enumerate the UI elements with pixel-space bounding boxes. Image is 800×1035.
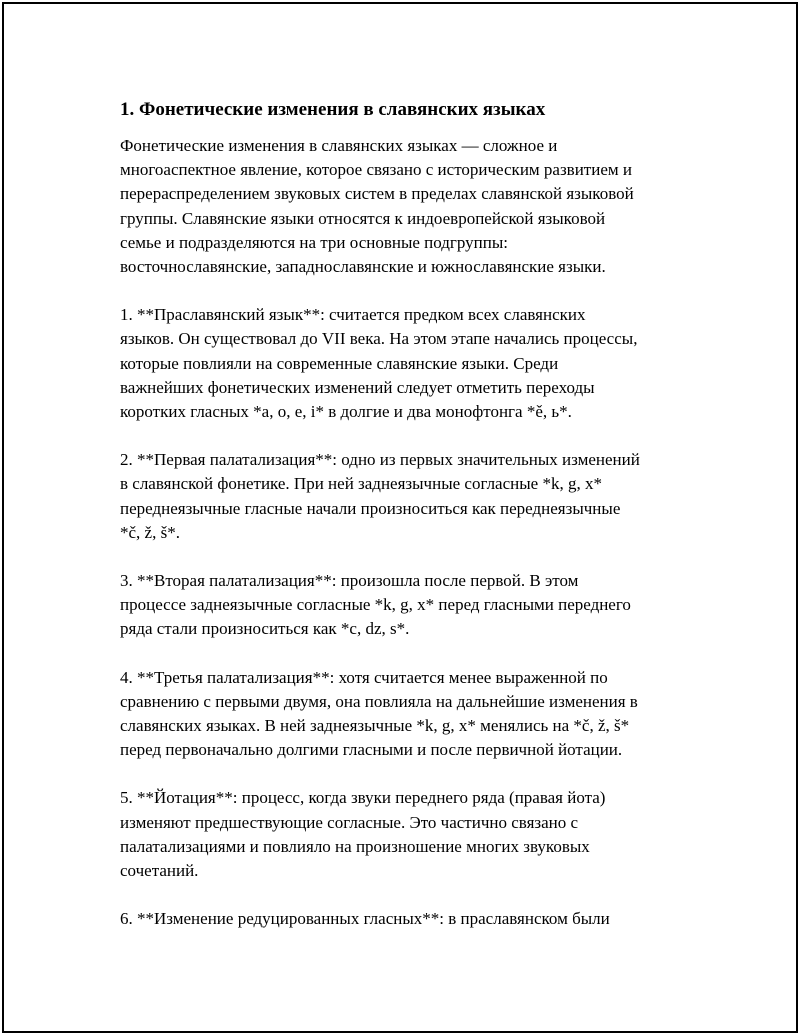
list-item-second-palatalization: 3. **Вторая палатализация**: произошла после первой. В этом процессе заднеязычные согласные *k, g, x* перед гласными переднего ряда стали произноситься как *c, dz, s*. xyxy=(120,571,631,639)
list-item-reduced-vowels: 6. **Изменение редуцированных гласных**: в праславянском были xyxy=(120,909,610,929)
list-item-iotation: 5. **Йотация**: процесс, когда звуки переднего ряда (правая йота) изменяют предшествующие согласные. Это частично связано с палатализациями и повлияло на произношение многих звуковых сочетаний. xyxy=(120,788,606,881)
page-frame xyxy=(2,2,798,1033)
list-item-third-palatalization: 4. **Третья палатализация**: хотя считается менее выраженной по сравнению с первыми двумя, она повлияла на дальнейшие изменения в славянских языках. В ней заднеязычные *k, g, x* менялись на *č, ž, š* перед первоначально долгими гласными и после первичной йотации. xyxy=(120,667,638,760)
document-body xyxy=(120,97,700,955)
list-item-first-palatalization: 2. **Первая палатализация**: одно из первых значительных изменений в славянской фонетике. При ней заднеязычные согласные *k, g, x* переднеязычные гласные начали произноситься как переднеязычные *č, ž, š*. xyxy=(120,450,640,542)
intro-paragraph: Фонетические изменения в славянских языках — сложное и многоаспектное явление, которое связано с историческим развитием и перераспределением звуковых систем в пределах славянской языковой группы. Славянские языки относятся к индоевропейской языковой семье и подразделяются на три основные подгруппы: восточнославянские, западнославянские и южнославянские языки. xyxy=(120,136,634,277)
list-item-proto-slavic: 1. **Праславянский язык**: считается предком всех славянских языков. Он существовал до VII века. На этом этапе начались процессы, которые повлияли на современные славянские языки. Среди важнейших фонетических изменений следует отметить переходы коротких гласных *a, o, e, i* в долгие и два монофтонга *ě, ь*. xyxy=(120,305,638,422)
section-heading: 1. Фонетические изменения в славянских языках xyxy=(120,99,546,120)
